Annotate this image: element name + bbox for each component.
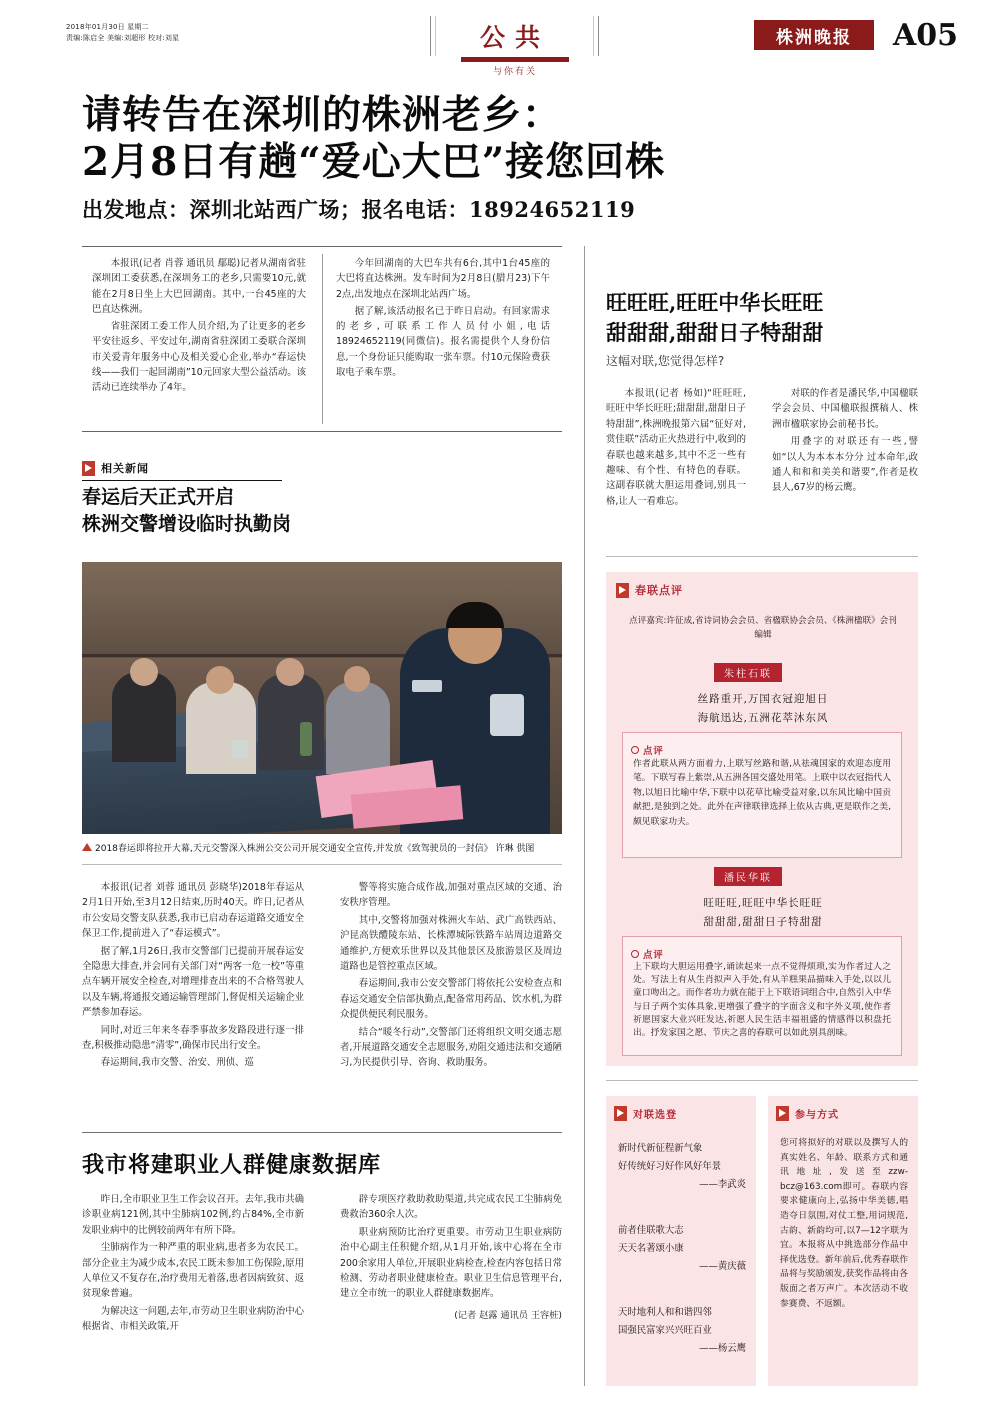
dateline-line2: 责编:陈启全 美编:刘超形 校对:刘星 <box>66 34 180 42</box>
health-c1-p3: 为解决这一问题,去年,市劳动卫生职业病防治中心根据省、市相关政策,开 <box>82 1305 304 1333</box>
participate-flag-label: 参与方式 <box>795 1110 839 1121</box>
selection-rule <box>606 1080 918 1081</box>
photo-person-2 <box>186 682 256 774</box>
traffic-story-title <box>82 484 562 538</box>
lead-col2-p2: 据了解,该活动报名已于昨日启动。有回家需求的老乡,可联系工作人员付小姐,电话18924652119(同微信)。报名需提供个人身份信息,一个身份证只能购取一张车票。付10元保险费获取电子乘车票。 <box>336 305 550 379</box>
bullet-dot-icon <box>631 950 639 958</box>
participate-box <box>768 1096 918 1386</box>
photo-person-3 <box>258 674 324 770</box>
section-name <box>455 18 575 77</box>
traffic-c1-p1: 本报讯(记者 刘蓉 通讯员 彭晓华)2018年春运从2月1日开始,至3月12日结束,历时40天。昨日,记者从市公安局交警支队获悉,我市已启动春运道路交通安全保卫工作,提前进入了“春运模式”。 <box>82 882 304 940</box>
traffic-c1-p3: 同时,对近三年来冬春季事故多发路段进行逐一排查,积极推动隐患“清零”,确保市民出行安全。 <box>82 1024 304 1052</box>
traffic-title-line2: 株洲交警增设临时执勤岗 <box>82 513 292 535</box>
review-entry-2-label: 潘民华联 <box>714 867 782 886</box>
bottom-box-divider <box>762 1100 763 1382</box>
health-story-column-2 <box>340 1192 562 1325</box>
photo-person-3-head <box>276 658 304 686</box>
couplet-story-column-2 <box>772 386 918 498</box>
traffic-c2-p4: 结合“暖冬行动”,交警部门还将组织文明交通志愿者,开展道路交通安全志愿服务,劝阻交通违法和交通陋习,为民提供引导、咨询、救助服务。 <box>340 1026 562 1069</box>
health-story-byline: (记者 赵露 通讯员 王容桩) <box>454 1309 562 1321</box>
selection-item-2 <box>618 1222 746 1276</box>
entry-1-review-head <box>631 739 664 758</box>
health-c1-p2: 尘肺病作为一种严重的职业病,患者多为农民工。部分企业主为减少成本,农民工既未参加工伤保险,原用人单位又不复存在,治疗费用无着落,患者因病致贫、返贫现象普遍。 <box>82 1242 304 1300</box>
lead-story-box <box>82 246 562 432</box>
photo-caption-text: 2018春运即将拉开大幕,天元交警深入株洲公交公司开展交通安全宣传,并发放《致驾驶员的一封信》 许琳 供图 <box>95 844 535 854</box>
couplet-story-column-1 <box>606 386 746 511</box>
selection-2-line2: 天天名著颂小康 <box>618 1243 684 1254</box>
traffic-c2-p1: 警等将实施合成作战,加强对重点区域的交通、治安秩序管理。 <box>340 882 562 909</box>
photo-person-4-head <box>344 666 370 692</box>
review-flag-label: 春联点评 <box>635 584 683 597</box>
couplet-selection-box <box>606 1096 756 1386</box>
photo-person-1-head <box>130 658 158 686</box>
masthead-rule-left-thin <box>435 16 436 56</box>
photo-officer-badge <box>490 694 524 736</box>
lead-col1-p2: 省驻深团工委工作人员介绍,为了让更多的老乡平安往返乡、平安过年,湖南省驻深团工委联合深圳市关爱青年服务中心及相关爱心企业,举办“春运快线——我们一起回湖南”10元回家大型公益活动。该活动已连续举办了4年。 <box>92 321 306 394</box>
participate-text: 您可将拟好的对联以及撰写人的真实姓名、年龄、联系方式和通讯地址,发送至zzw-bcz@163.com即可。春联内容要求健康向上,弘扬中华美德,唱造夺日氛围,对仗工整,用词规范,古韵、新韵均可,以7—12字联为宜。本报将从中挑选部分作品中择优选登。新年前后,优秀春联作品将与奖励颁发,获奖作品将由各版面之者万声广。本次活动不收参赛费、不返额。 <box>780 1138 908 1309</box>
triangle-up-icon <box>82 843 92 851</box>
review-entry-1-comment-box <box>622 732 902 858</box>
review-entry-2-comment-box <box>622 936 902 1056</box>
entry-2-review-head <box>631 943 664 962</box>
traffic-c1-p4: 春运期间,我市交警、治安、刑侦、巡 <box>100 1057 254 1069</box>
flag-underline <box>82 480 282 481</box>
couplet-c2-p2: 用叠字的对联还有一些,譬如“以人为本本本分分 过本命年,政通人和和和美美和谐要”,作者是枚县人,67岁的杨云鹰。 <box>772 436 918 494</box>
lead-column-2 <box>336 256 550 382</box>
review-entry-1-label-wrap <box>714 662 782 682</box>
related-news-flag <box>82 460 282 476</box>
review-entry-1-label: 朱柱石联 <box>714 663 782 682</box>
headline-subhead: 出发地点：深圳北站西广场；报名电话：18924652119 <box>82 197 636 222</box>
photo-caption <box>82 842 562 856</box>
photo-cup <box>232 740 248 758</box>
selection-1-line1: 新时代新征程新气象 <box>618 1143 703 1154</box>
health-c1-p1: 昨日,全市职业卫生工作会议召开。去年,我市共确诊职业病121例,其中尘肺病102例,约占84%,全市新发职业病中的比例较前两年有所下降。 <box>82 1194 304 1236</box>
couplet-title-line1: 旺旺旺,旺旺中华长旺旺 <box>606 290 824 315</box>
arrow-right-icon <box>776 1106 789 1121</box>
headline-line-2: 2月8日有趟“爱心大巴”接您回株 <box>82 139 666 185</box>
dateline-line1: 2018年01月30日 星期二 <box>66 23 149 31</box>
review-entry-2-couplet <box>628 894 898 932</box>
review-judges: 点评嘉宾:许征成,省诗词协会会员、省楹联协会会员、《株洲楹联》会刊编辑 <box>629 616 897 640</box>
lead-rule-top <box>82 246 562 247</box>
photo-bottle <box>300 722 312 756</box>
lead-col2-p1: 今年回湖南的大巴车共有6台,其中1台45座的大巴将直达株洲。发车时间为2月8日(腊月23)下午2点,出发地点在深圳北站西广场。 <box>336 258 550 300</box>
traffic-c1-p2: 据了解,1月26日,我市交警部门已提前开展春运安全隐患大排查,并会同有关部门对“两客一危一校”等重点车辆开展安全检查,对增理排查出来的不合格驾驶人以及车辆,将通报交通运输管理部门,督促相关运输企业严禁参加春运。 <box>82 945 304 1019</box>
traffic-c2-p2: 其中,交警将加强对株洲火车站、武广高铁西站、沪昆高铁醴陵东站、长株潭城际铁路车站周边道路交通维护,方便欢乐世界以及其他景区及旅游景区及周边道路也是管控重点区域。 <box>340 914 562 973</box>
couplet-c1-p1: 本报讯(记者 杨如)“旺旺旺,旺旺中华长旺旺;甜甜甜,甜甜日子特甜甜”,株洲晚报第六届“征好对,赏佳联”活动正火热进行中,收到的春联也越来越多,其中不乏一些有趣味、有个性、有特色的春联。这副春联就大胆运用叠词,别具一格,让人一看难忘。 <box>606 388 746 507</box>
photo-person-2-head <box>206 666 234 694</box>
photo-caption-rule <box>82 864 562 865</box>
health-story-title: 我市将建职业人群健康数据库 <box>82 1152 382 1178</box>
section-bar <box>461 57 569 62</box>
arrow-right-icon <box>616 583 629 598</box>
review-entry-1-couplet <box>628 690 898 728</box>
review-flag <box>616 582 683 598</box>
dateline <box>66 22 179 44</box>
selection-1-author: ——李武炎 <box>699 1179 746 1190</box>
selection-item-3 <box>618 1304 746 1358</box>
lead-col1-p1: 本报讯(记者 肖蓉 通讯员 鄢聪)记者从湖南省驻深圳团工委获悉,在深圳务工的老乡,只需要10元,就能在2月8日坐上大巴回湖南。其中,一台45座的大巴直达株洲。 <box>92 258 306 315</box>
traffic-story-column-1 <box>82 880 304 1073</box>
entry-2-line-1: 旺旺旺,旺旺中华长旺旺 <box>703 897 823 909</box>
selection-flag <box>614 1106 677 1121</box>
photo-officer-epaulette <box>412 680 442 692</box>
review-entry-2-label-wrap <box>714 866 782 886</box>
health-story-column-1 <box>82 1192 304 1337</box>
arrow-right-icon <box>614 1106 627 1121</box>
page-column-divider <box>584 246 585 1386</box>
masthead <box>0 0 986 77</box>
entry-2-review-label: 点评 <box>643 950 664 961</box>
arrow-right-icon <box>82 461 95 476</box>
traffic-c2-p3: 春运期间,我市公安交警部门将依托公安检查点和春运交通安全信部执勤点,配备常用药品、饮水机,为群众提供便民利民服务。 <box>340 978 562 1021</box>
health-story-rule <box>82 1132 562 1133</box>
couplet-c2-p1: 对联的作者是潘民华,中国楹联学会会员、中国楹联报撰稿人、株洲市楹联家协会前秘书长。 <box>772 388 918 430</box>
page-folio: A05 <box>892 18 958 53</box>
bullet-dot-icon <box>631 746 639 754</box>
selection-2-line1: 前者佳联歌大志 <box>618 1225 684 1236</box>
health-c2-p2: 职业病预防比治疗更重要。市劳动卫生职业病防治中心副主任积健介绍,从1月开始,该中心将在全市200余家用人单位,开展职业病检查,检查内容包括日常检测、劳动者职业健康检查。职业卫生信息管理平台,建立全市统一的职业人群健康数据库。 <box>340 1226 562 1300</box>
paper-logo: 株洲晚报 <box>754 20 874 50</box>
selection-2-author: ——黄庆薇 <box>699 1261 746 1272</box>
entry-1-line-1: 丝路重开,万国衣冠迎旭日 <box>697 693 829 705</box>
entry-1-review-text: 作者此联从两方面着力,上联写丝路和谐,从祛魂国家的欢迎态度用笔。下联写春上紫崇,从五洲各国交盛处用笔。上联中以衣冠指代人物,以旭日比喻中华,下联中以花草比喻受益对象,以东风比喻中国贡献把,是独到之处。此外在声律联律选择上依从古典,更是联作之美,颇见联家功夫。 <box>633 759 891 827</box>
photo-person-4 <box>326 682 390 774</box>
health-c2-p1: 辟专项医疗救助救助渠道,共完成农民工尘肺病免费救治360余人次。 <box>340 1194 562 1221</box>
traffic-title-line1: 春运后天正式开启 <box>82 486 235 508</box>
selection-1-line2: 好传统好习好作风好年景 <box>618 1161 722 1172</box>
selection-flag-label: 对联选登 <box>633 1110 677 1121</box>
section-subtitle: 与你有关 <box>492 67 537 77</box>
entry-1-review-label: 点评 <box>643 746 664 757</box>
participate-flag <box>776 1106 839 1121</box>
selection-3-line1: 天时地利人和和谐四邻 <box>618 1307 712 1318</box>
masthead-rule-left <box>430 16 431 56</box>
selection-3-line2: 国强民富家兴兴旺百业 <box>618 1325 712 1336</box>
couplet-review-box <box>606 572 918 1066</box>
traffic-story-column-2 <box>340 880 562 1073</box>
headline-line-1: 请转告在深圳的株洲老乡： <box>82 92 563 138</box>
masthead-rule-right <box>598 16 599 56</box>
couplet-story-subtitle: 这幅对联,您觉得怎样? <box>606 354 725 368</box>
entry-2-line-2: 甜甜甜,甜甜日子特甜甜 <box>703 916 823 928</box>
lead-rule-middle <box>322 254 323 424</box>
selection-3-author: ——杨云鹰 <box>699 1343 746 1354</box>
selection-item-1 <box>618 1140 746 1194</box>
section-title: 公共 <box>479 23 550 52</box>
lead-column-1 <box>92 256 306 398</box>
entry-2-review-text: 上下联均大胆运用叠字,诵读起来一点不觉得烦琐,实为作者过人之处。写法上有从生肖拟声入手处,有从羊糕果品描味入手处,以以儿童口吻出之。而作者功力就在能于上下联语词组合中,自然引入中华与日子两个实体具象,更增强了叠字的字面含义和字外义项,使作者祈愿国家大业兴旺发达,祈愿人民生活丰福祖盛的情感得以积盘托出。抒发家国之愿、节庆之喜的春联可以如此别具剖味。 <box>633 962 891 1039</box>
masthead-rule-right-thin <box>593 16 594 56</box>
couplet-story-title <box>606 288 918 348</box>
entry-1-line-2: 海航迅达,五洲花萃沐东风 <box>697 712 829 724</box>
related-news-label: 相关新闻 <box>101 462 149 475</box>
lead-headline-block <box>82 92 902 224</box>
couplet-title-line2: 甜甜甜,甜甜日子特甜甜 <box>606 320 824 345</box>
couplet-review-rule <box>606 556 918 557</box>
news-photo <box>82 562 562 834</box>
lead-rule-bottom <box>82 431 562 432</box>
